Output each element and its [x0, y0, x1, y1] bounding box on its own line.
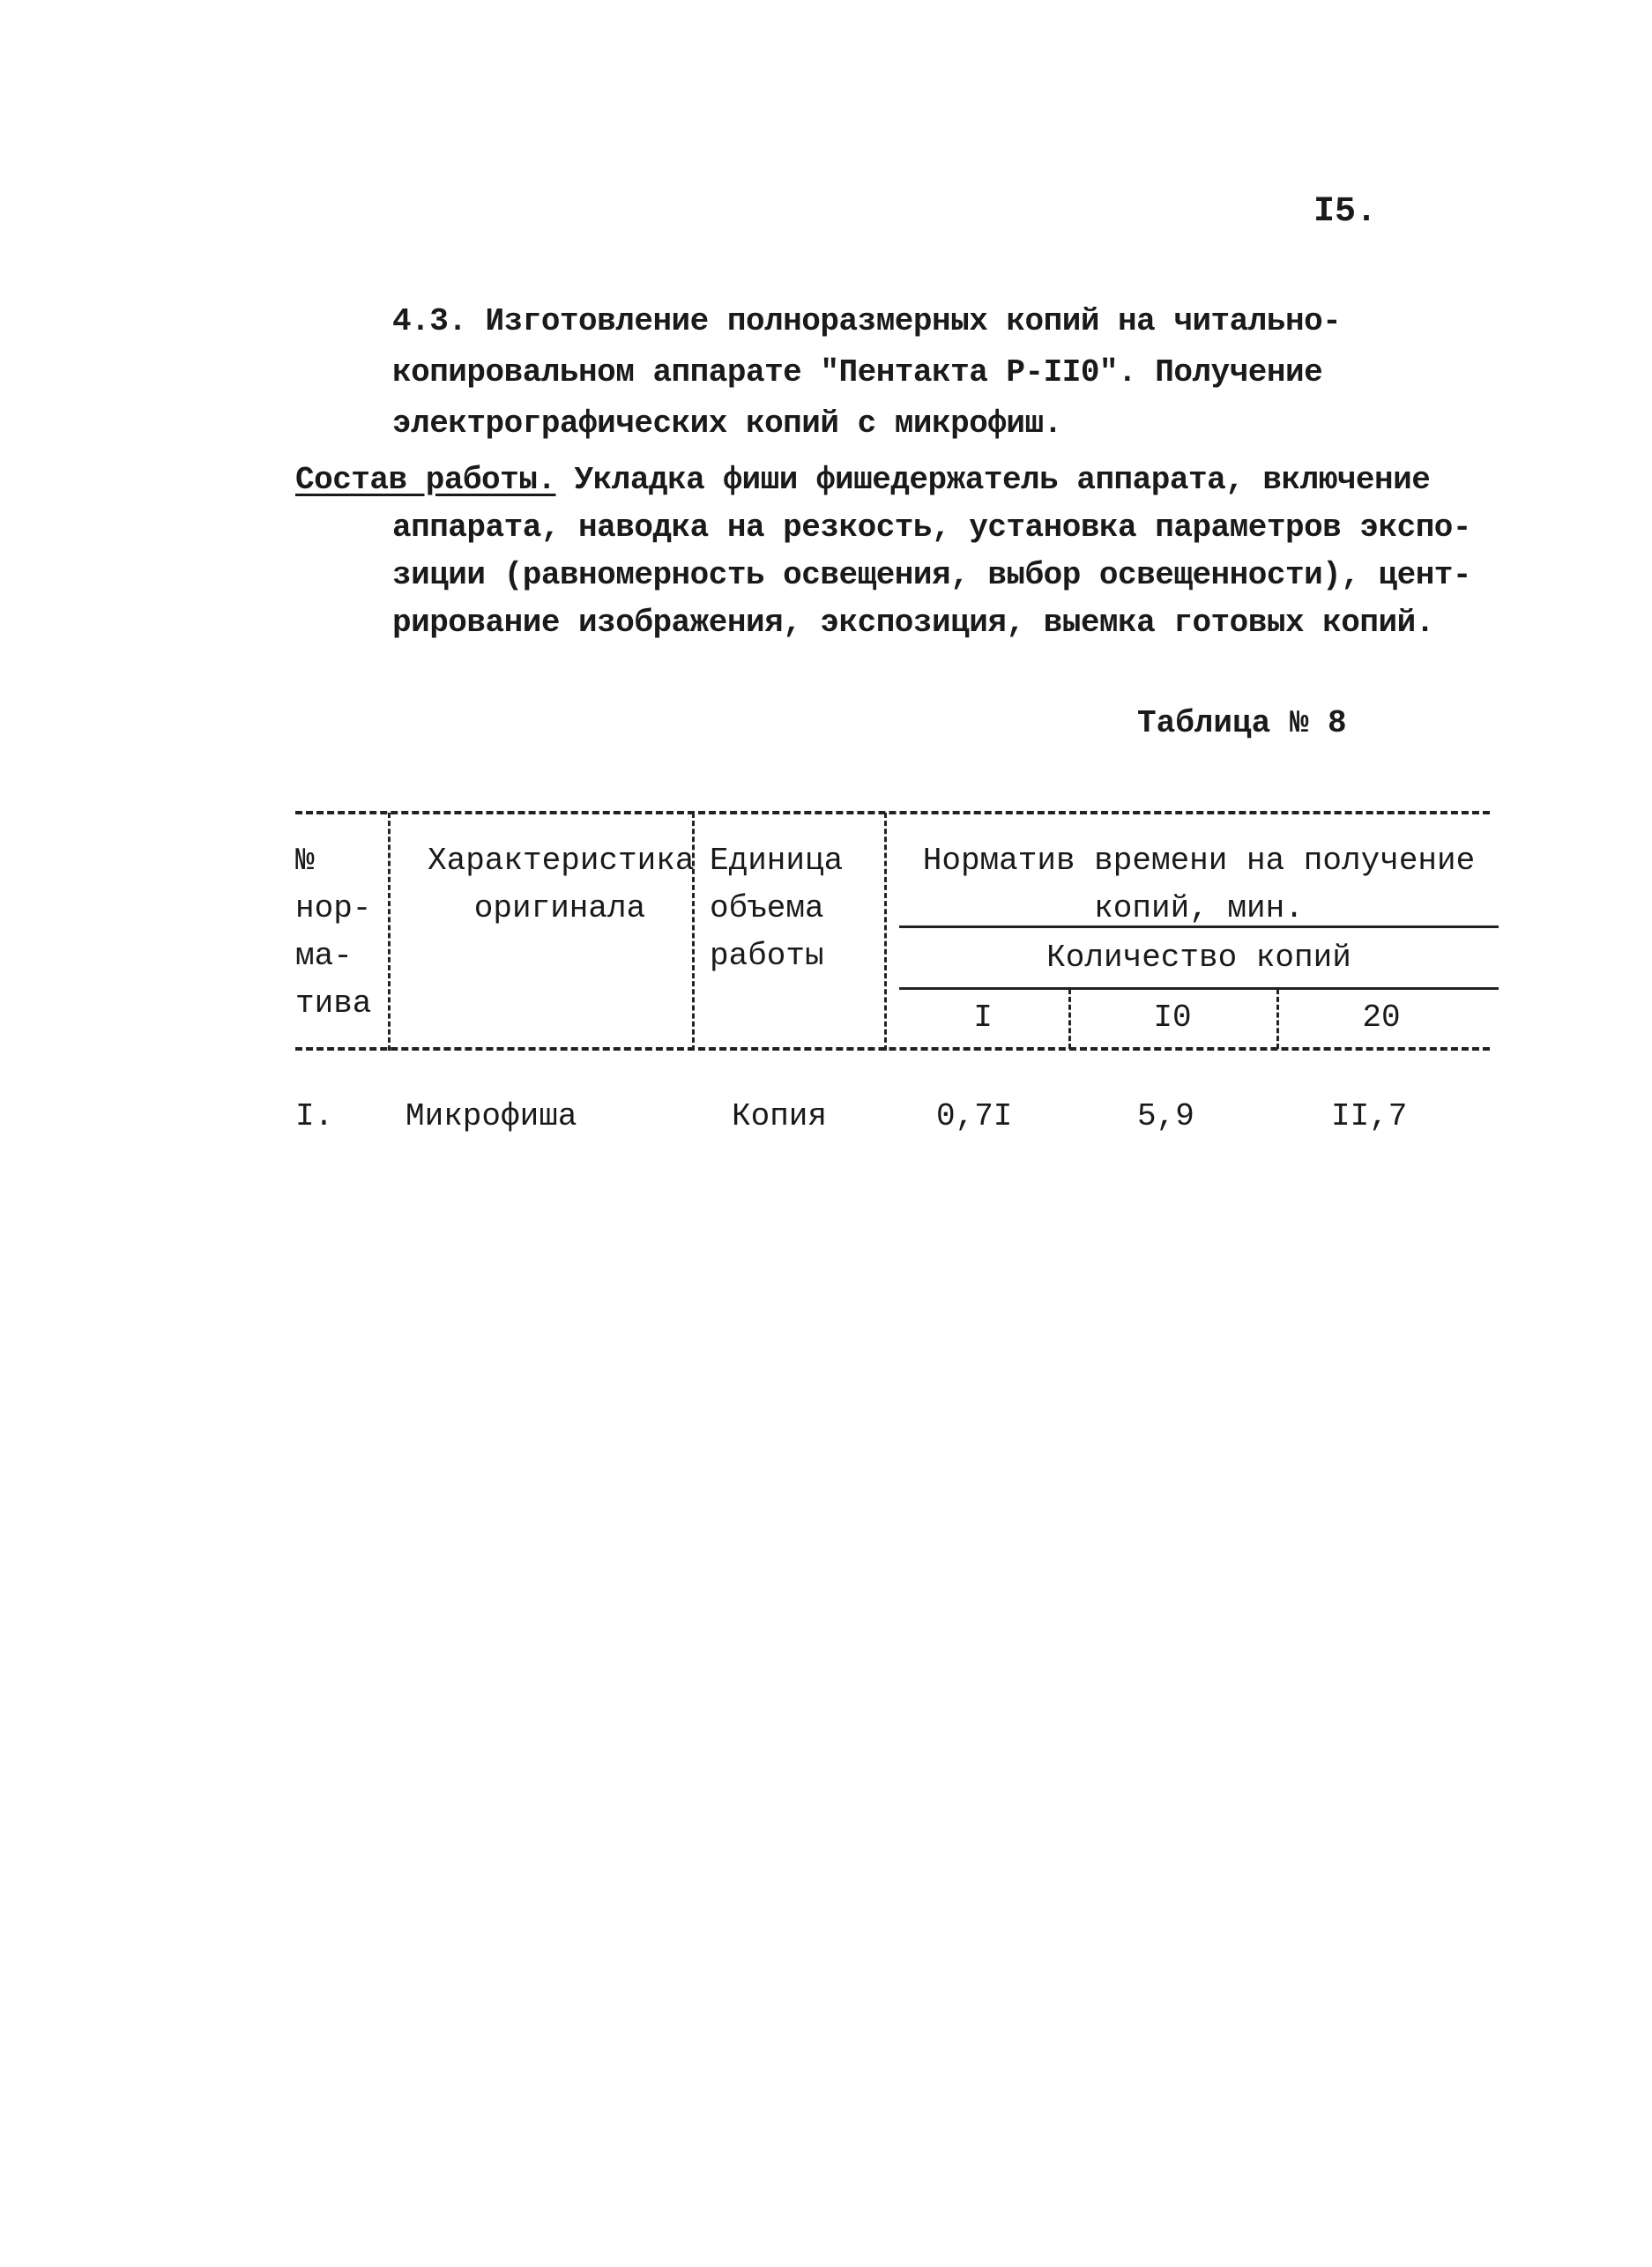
- quantity-underline: [899, 987, 1499, 990]
- composition-line: [295, 457, 1529, 504]
- composition-label: Состав работы.: [295, 462, 556, 498]
- row-characteristic: Микрофиша: [406, 1098, 577, 1134]
- column-divider: [388, 813, 391, 1051]
- heading-line: 4.3. Изготовление полноразмерных копий на читально-: [392, 303, 1342, 339]
- composition-line: рирование изображения, экспозиция, выемка готовых копий.: [392, 605, 1434, 641]
- header-characteristic-label: Характеристика оригинала: [428, 843, 695, 926]
- composition-line: зиции (равномерность освещения, выбор освещенности), цент-: [392, 557, 1472, 593]
- work-composition: [295, 457, 1529, 647]
- header-quantity-20: 20: [1362, 1000, 1401, 1036]
- header-norm-title: Норматив времени на получение копий, мин.: [922, 843, 1476, 926]
- heading-line: копировальном аппарате "Пентакта Р-II0". Получение: [392, 354, 1323, 390]
- row-number: I.: [295, 1098, 334, 1134]
- heading-line: электрографических копий с микрофиш.: [392, 405, 1062, 442]
- header-quantity-1: I: [973, 1000, 993, 1036]
- section-heading: [392, 296, 1538, 450]
- header-number-label: № нор- ма- тива: [295, 843, 372, 1022]
- table-caption: Таблица № 8: [1137, 705, 1347, 741]
- header-quantity-10: I0: [1153, 1000, 1192, 1036]
- row-unit: Копия: [732, 1098, 828, 1134]
- column-divider: [884, 813, 887, 1051]
- quantity-divider: [1276, 989, 1279, 1049]
- row-value-10: 5,9: [1137, 1098, 1194, 1134]
- table-top-border: [295, 811, 1490, 814]
- row-value-20: II,7: [1331, 1098, 1408, 1134]
- row-value-1: 0,7I: [936, 1098, 1013, 1134]
- header-unit-label: Единица объема работы: [710, 843, 844, 974]
- header-quantity-label: Количество копий: [1046, 940, 1351, 976]
- composition-text: Укладка фиши фишедержатель аппарата, включение: [555, 462, 1431, 498]
- header-bottom-border: [295, 1047, 1490, 1051]
- page-number: I5.: [1313, 192, 1378, 232]
- composition-line: аппарата, наводка на резкость, установка параметров экспо-: [392, 509, 1472, 546]
